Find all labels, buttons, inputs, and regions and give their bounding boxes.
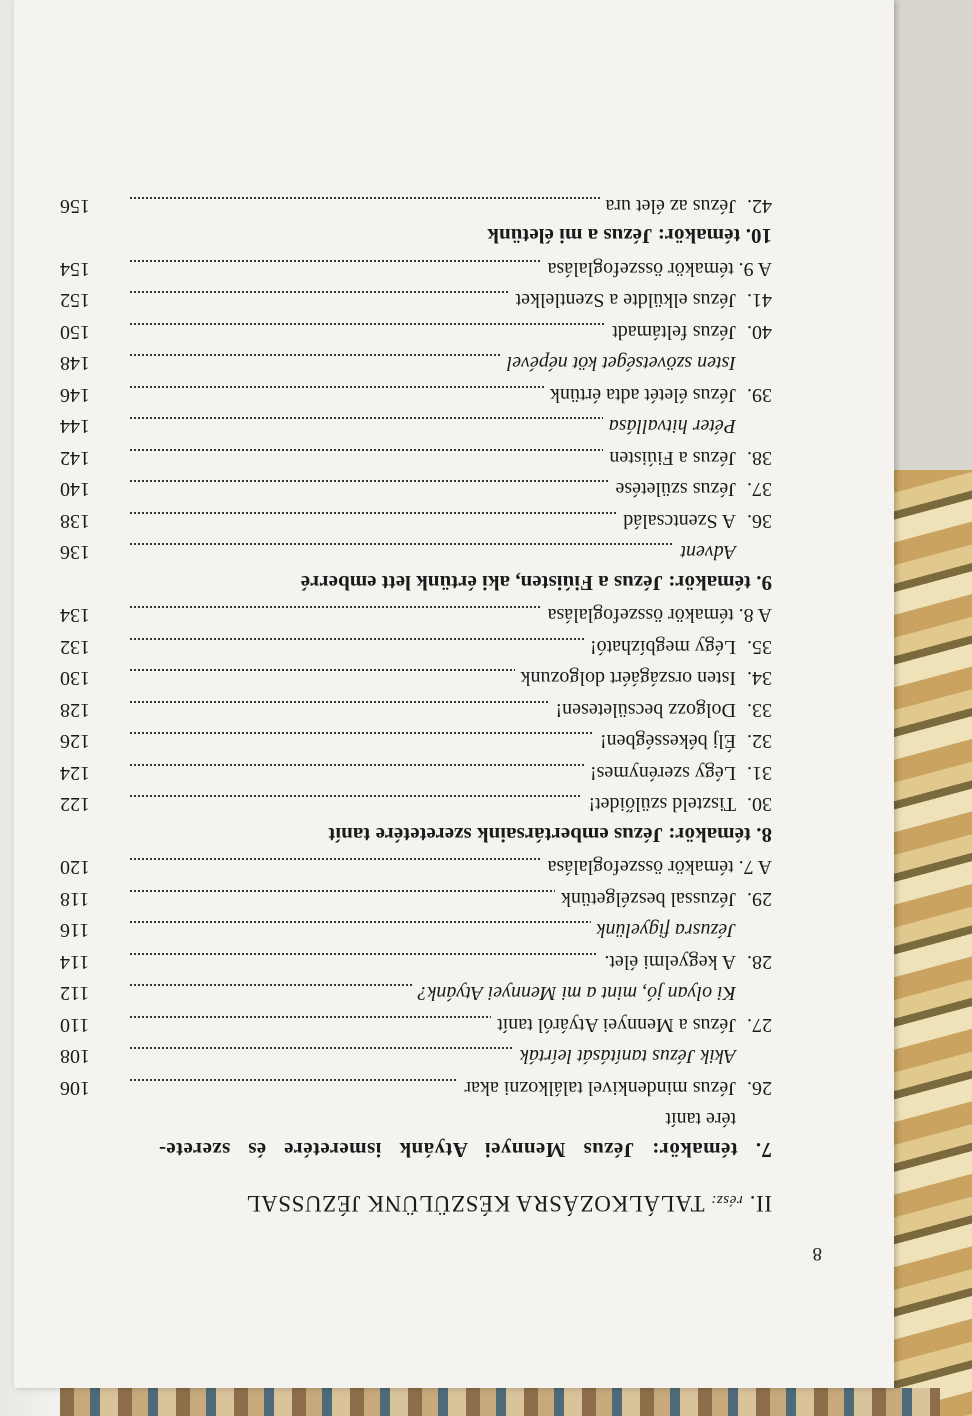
toc-entry-number: 38. <box>747 447 772 469</box>
toc-page-number: 138 <box>60 509 122 532</box>
toc-page-number: 124 <box>60 761 122 784</box>
toc-section-heading <box>60 818 772 850</box>
toc-entry-text: 10. témakör: Jézus a mi életünk <box>487 224 772 249</box>
toc-entry-label <box>542 856 772 879</box>
toc-entry <box>60 912 772 944</box>
toc-entry-text: Akik Jézus tanítását leírták <box>519 1045 736 1068</box>
toc-entry-label <box>674 541 772 564</box>
toc-page-number: 116 <box>60 919 122 942</box>
toc-entry-label <box>542 604 772 627</box>
toc-page-number: 150 <box>60 320 122 343</box>
toc-entry-label <box>295 570 772 595</box>
toc-page-number: 152 <box>60 289 122 312</box>
toc-page-number: 112 <box>60 982 122 1005</box>
toc-entry-text: Jézus mindenkivel találkozni akar <box>464 1077 736 1099</box>
toc-entry <box>60 1101 772 1133</box>
toc-page-number: 154 <box>60 257 122 280</box>
toc-entry-text: A 7. témakör összefoglalása <box>547 856 772 879</box>
toc-entry-label <box>582 793 772 816</box>
toc-entry-text: A kegyelmi élet. <box>604 951 736 973</box>
toc-entry-number: 32. <box>747 730 772 753</box>
toc-entry-label <box>153 1137 772 1162</box>
toc-entry <box>60 314 772 346</box>
book-page <box>14 0 894 1388</box>
toc-page-number: 126 <box>60 730 122 753</box>
toc-entry <box>60 503 772 535</box>
toc-entry-label <box>542 257 772 280</box>
toc-entry-text: Ki olyan jó, mint a mi Mennyei Atyánk? <box>417 982 736 1005</box>
toc-entry-text: A 8. témakör összefoglalása <box>547 604 772 627</box>
page-number: 8 <box>812 1243 822 1264</box>
toc-entry-label <box>544 383 772 406</box>
toc-entry-label <box>458 1076 772 1099</box>
toc-entry-label <box>584 761 772 784</box>
toc-entry-text: Jézus elküldte a Szentlelket <box>515 289 736 312</box>
toc-entry-number: 30. <box>747 793 772 816</box>
toc-entry-text: Péter hitvallása <box>608 415 736 438</box>
toc-page-number: 156 <box>60 194 122 217</box>
toc-entry-text: A 9. témakör összefoglalása <box>547 258 772 280</box>
toc-entry-text: Jézus az élet ura <box>605 195 736 217</box>
toc-page-number: 122 <box>60 793 122 816</box>
toc-entry <box>60 282 772 314</box>
part-title <box>246 1190 772 1216</box>
toc-entry-number: 42. <box>747 195 772 217</box>
toc-entry-text: Élj békességben! <box>599 730 736 753</box>
toc-entry <box>60 786 772 818</box>
toc-entry-text: 7. témakör: Jézus Mennyei Atyánk ismeretére és szerete- <box>158 1138 772 1162</box>
toc-page-number: 106 <box>60 1076 122 1099</box>
toc-entry-text: Jézus életét adta értünk <box>549 384 736 406</box>
toc-entry-label <box>515 667 772 690</box>
toc-entry-number: 37. <box>747 478 772 501</box>
toc-entry <box>60 1038 772 1070</box>
toc-page-number: 128 <box>60 698 122 721</box>
toc-entry-label <box>491 1013 772 1036</box>
toc-entry <box>60 1070 772 1102</box>
toc-entry-text: Jézus a Mennyei Atyáról tanít <box>497 1014 736 1036</box>
toc-entry-text: Légy szerénymes! <box>589 762 736 784</box>
toc-page-number: 142 <box>60 446 122 469</box>
toc-entry <box>60 408 772 440</box>
toc-entry <box>60 881 772 913</box>
toc-entry-text: tére tanít <box>665 1108 736 1131</box>
toc-entry <box>60 692 772 724</box>
toc-entry <box>60 440 772 472</box>
toc-page-number: 118 <box>60 887 122 910</box>
toc-entry-text: Isten szövetséget köt népével <box>506 352 736 375</box>
toc-entry <box>60 1007 772 1039</box>
toc-entry <box>60 723 772 755</box>
toc-entry <box>60 755 772 787</box>
toc-entry <box>60 944 772 976</box>
cover-illustration-edge <box>894 470 972 1416</box>
toc-entry-text: Légy megbízható! <box>589 636 736 658</box>
toc-entry-label <box>550 698 772 721</box>
toc-entry <box>60 188 772 220</box>
part-word: rész: <box>710 1192 743 1208</box>
toc-entry-label <box>555 887 772 910</box>
toc-entry-text: Advent <box>680 541 736 564</box>
toc-entry-label <box>606 320 772 343</box>
toc-entry-label <box>603 446 772 469</box>
toc-entry-label <box>598 950 772 973</box>
toc-entry-label <box>514 1045 772 1068</box>
toc-page-number: 144 <box>60 415 122 438</box>
toc-entry-number: 36. <box>747 510 772 532</box>
toc-entry-label <box>609 478 772 501</box>
toc-entry <box>60 534 772 566</box>
toc-entry-number: 31. <box>747 762 772 784</box>
toc-entry-text: A Szentcsalád <box>623 510 736 532</box>
toc-entry-label <box>510 289 772 312</box>
toc-entry <box>60 629 772 661</box>
toc-entry-number: 26. <box>747 1077 772 1099</box>
toc-entry <box>60 377 772 409</box>
toc-entry-number: 33. <box>747 699 772 721</box>
toc-entry-text: Jézus születése <box>615 478 736 501</box>
toc-entry-label <box>584 635 772 658</box>
toc-entry <box>60 975 772 1007</box>
page-content-rotated <box>14 0 894 1388</box>
toc-entry-number: 27. <box>747 1014 772 1036</box>
toc-entry <box>60 345 772 377</box>
toc-section-heading <box>60 1133 772 1165</box>
toc-page-number: 136 <box>60 541 122 564</box>
toc-entry-text: Jézusra figyelünk <box>596 919 736 942</box>
cover-illustration-bottom <box>60 1388 940 1416</box>
toc-entry-number: 29. <box>747 888 772 910</box>
toc-entry-number: 34. <box>747 667 772 690</box>
toc-entry-label <box>481 224 772 249</box>
toc-entry-text: Dolgozz becsületesen! <box>555 699 736 721</box>
toc-page-number: 146 <box>60 383 122 406</box>
toc-page-number: 134 <box>60 604 122 627</box>
toc-entry-label <box>659 1108 772 1131</box>
part-prefix: II. <box>749 1191 772 1216</box>
toc-entry <box>60 660 772 692</box>
table-of-contents <box>60 188 772 1165</box>
toc-page-number: 120 <box>60 856 122 879</box>
toc-entry-label <box>594 730 772 753</box>
toc-page-number: 132 <box>60 635 122 658</box>
toc-page-number: 114 <box>60 950 122 973</box>
toc-entry-text: Tiszteld szülőidet! <box>588 793 736 816</box>
toc-entry-label <box>501 352 772 375</box>
toc-entry <box>60 849 772 881</box>
part-title-text: TALÁLKOZÁSRA KÉSZÜLÜNK JÉZUSSAL <box>245 1191 705 1216</box>
toc-entry <box>60 597 772 629</box>
toc-entry-number: 39. <box>747 384 772 406</box>
toc-entry-text: 9. témakör: Jézus a Fiúisten, aki értünk lett emberré <box>300 571 772 595</box>
toc-entry-text: Isten országáért dolgozunk <box>520 667 736 690</box>
toc-entry-number: 28. <box>747 951 772 973</box>
toc-entry-label <box>412 982 772 1005</box>
toc-page-number: 148 <box>60 352 122 375</box>
toc-page-number: 130 <box>60 667 122 690</box>
toc-entry <box>60 471 772 503</box>
toc-page-number: 140 <box>60 478 122 501</box>
toc-entry-label <box>600 194 772 217</box>
toc-entry-text: Jézussal beszélgetünk <box>561 888 736 910</box>
toc-entry-number: 35. <box>747 636 772 658</box>
toc-page-number: 108 <box>60 1045 122 1068</box>
toc-entry-text: 8. témakör: Jézus embertársaink szeretetére tanít <box>328 823 772 847</box>
toc-entry-label <box>322 822 772 847</box>
toc-entry-label <box>591 919 772 942</box>
toc-entry-text: Jézus a Fiúisten <box>609 447 736 469</box>
toc-entry-label <box>603 415 772 438</box>
toc-entry-number: 41. <box>747 289 772 312</box>
toc-entry <box>60 251 772 283</box>
toc-section-heading <box>60 566 772 598</box>
toc-page-number: 110 <box>60 1013 122 1036</box>
toc-entry-text: Jézus feltámadt <box>612 321 736 343</box>
toc-entry-number: 40. <box>747 321 772 343</box>
toc-entry-label <box>617 509 772 532</box>
toc-section-heading <box>60 219 772 251</box>
